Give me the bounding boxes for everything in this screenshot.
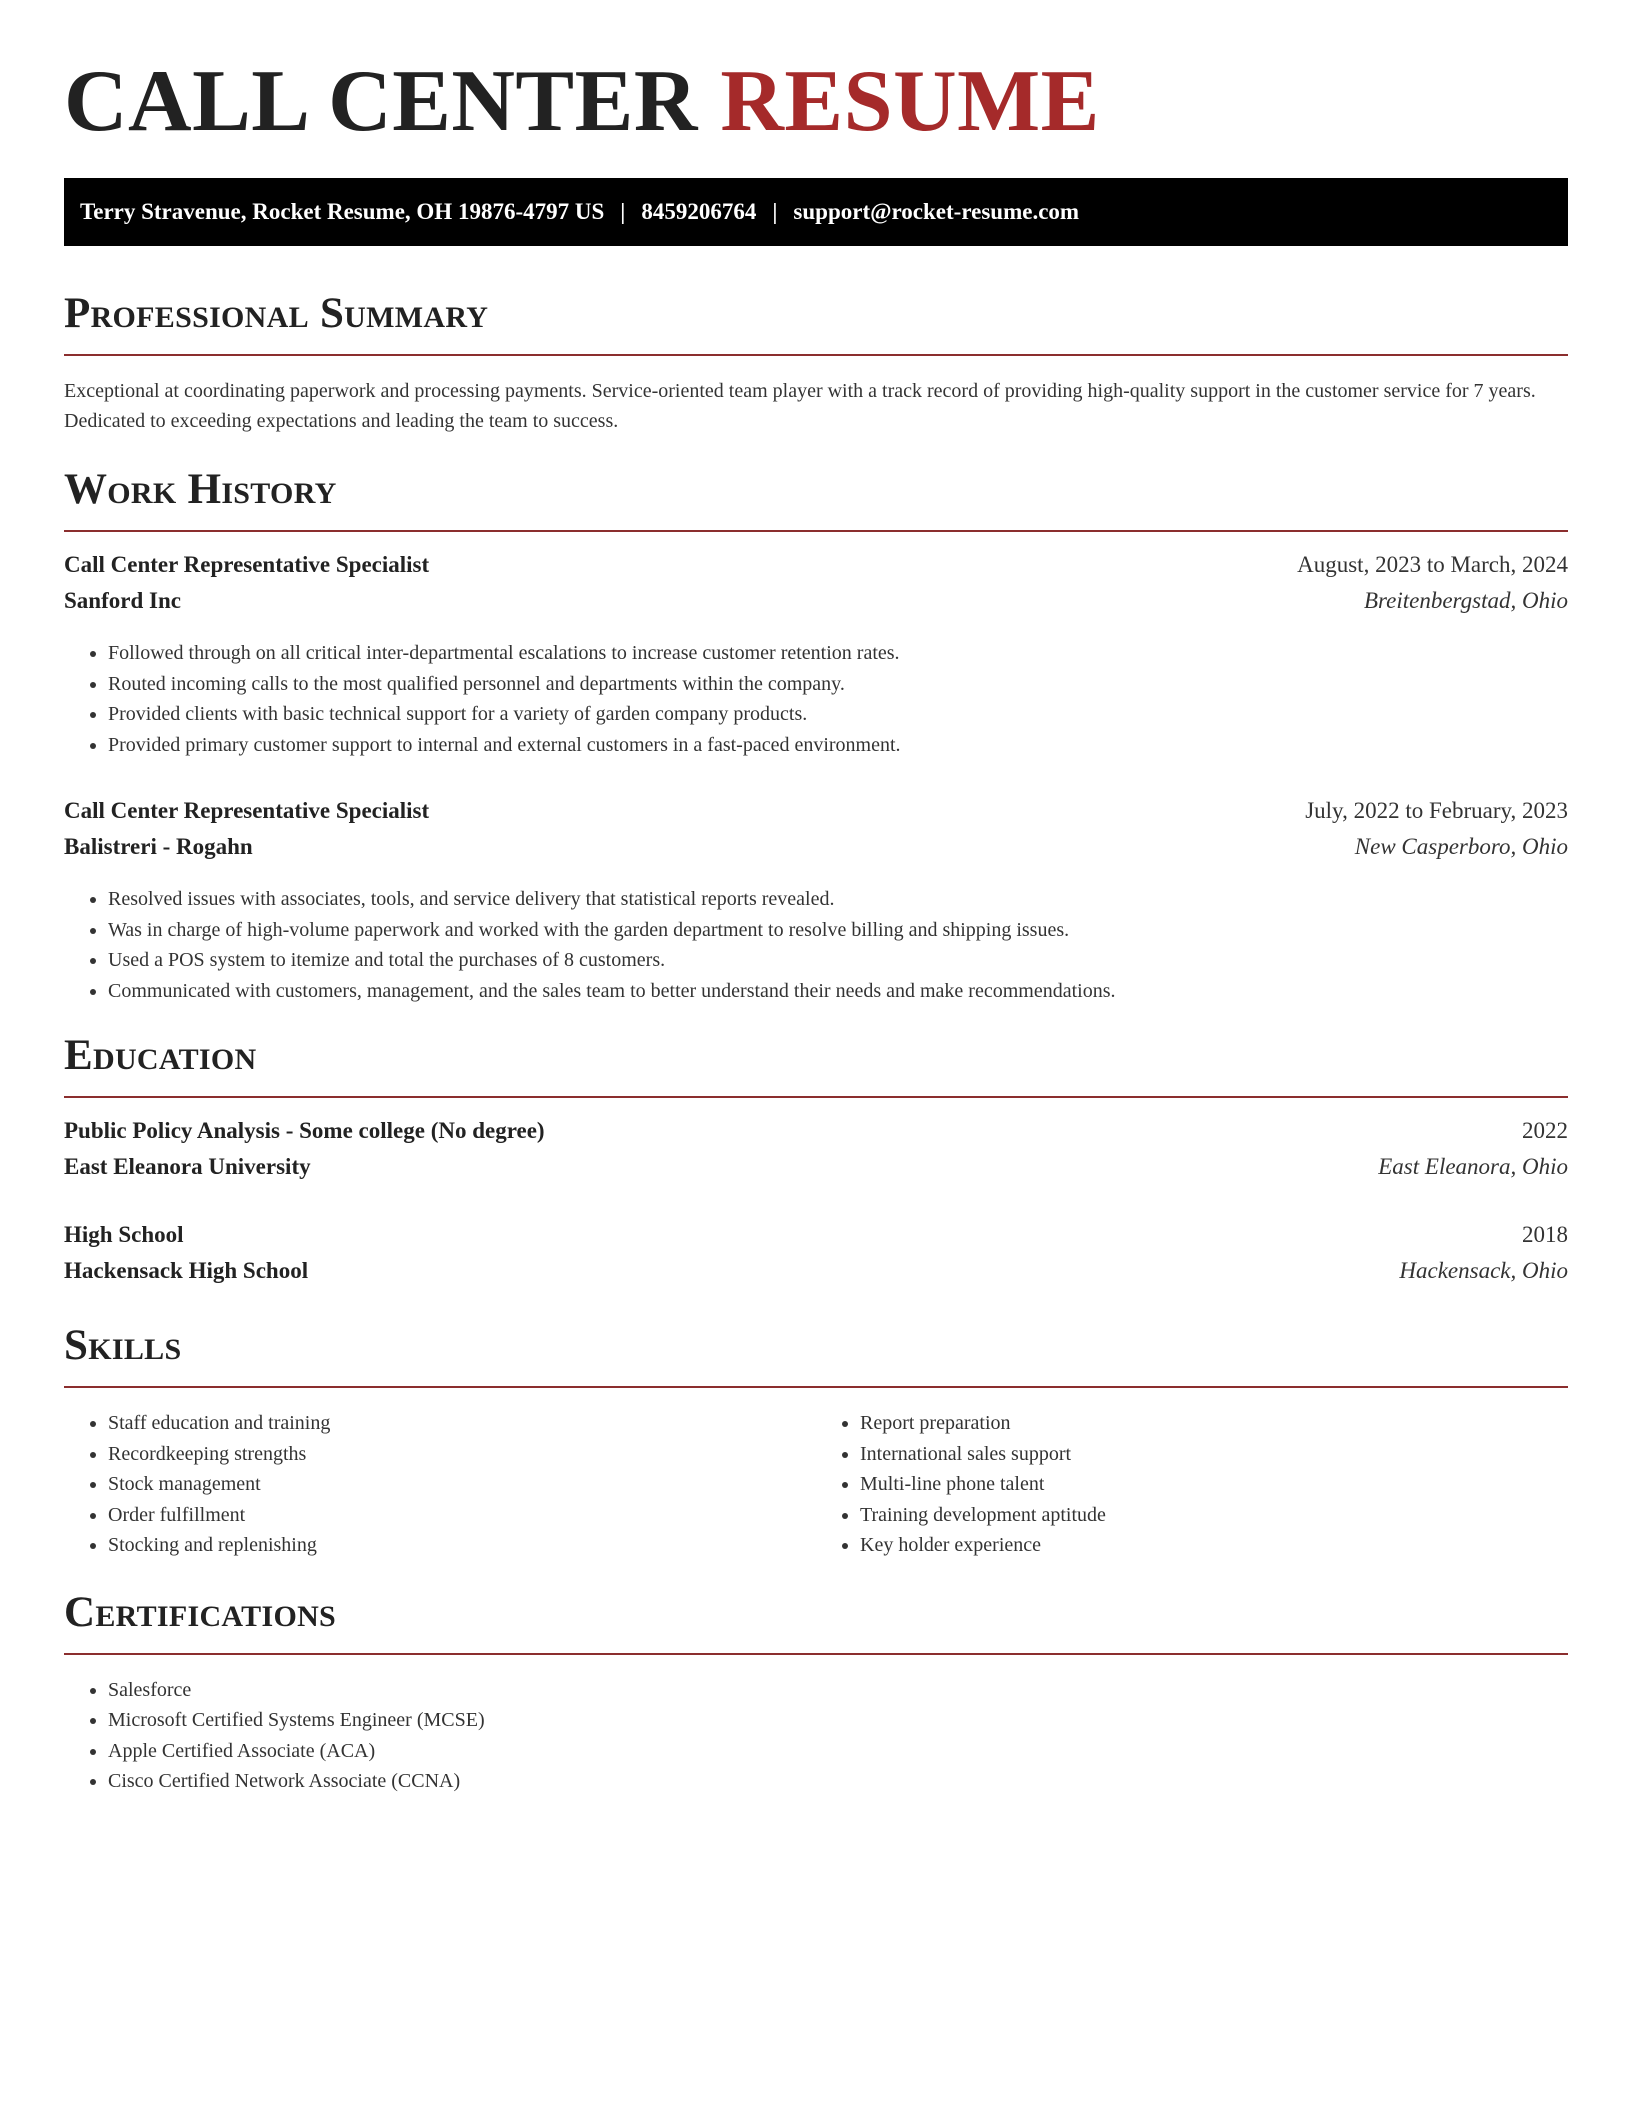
resume-title bbox=[64, 52, 1568, 152]
education-entry bbox=[64, 1118, 1568, 1190]
job-duty: • Followed through on all critical inter-departmental escalations to increase customer retention rates. bbox=[108, 638, 1568, 669]
education-school: East Eleanora University bbox=[64, 1154, 311, 1179]
section-divider bbox=[64, 1653, 1568, 1655]
job-duty: • Routed incoming calls to the most qualified personnel and departments within the company. bbox=[108, 669, 1568, 700]
job-duty: • Communicated with customers, management, and the sales team to better understand their needs and make recommendations. bbox=[108, 976, 1568, 1007]
job-duty: • Provided clients with basic technical support for a variety of garden company products. bbox=[108, 699, 1568, 730]
education-location: East Eleanora, Ohio bbox=[1378, 1154, 1568, 1179]
contact-phone: 8459206764 bbox=[641, 199, 757, 224]
skill-item: • Order fulfillment bbox=[108, 1500, 816, 1531]
skill-item: • Training development aptitude bbox=[860, 1500, 1568, 1531]
job-entry bbox=[64, 798, 1568, 1006]
section-divider bbox=[64, 354, 1568, 356]
skills-list-left bbox=[64, 1408, 816, 1561]
title-accent: RESUME bbox=[720, 53, 1100, 150]
job-duties-list bbox=[64, 638, 1568, 760]
certification-item: • Cisco Certified Network Associate (CCNA) bbox=[108, 1766, 1568, 1797]
job-duty: • Was in charge of high-volume paperwork and worked with the garden department to resolve billing and shipping issues. bbox=[108, 915, 1568, 946]
job-duty: • Used a POS system to itemize and total the purchases of 8 customers. bbox=[108, 945, 1568, 976]
job-header-row bbox=[64, 552, 1568, 588]
section-divider bbox=[64, 1386, 1568, 1388]
certifications-section bbox=[64, 1587, 1568, 1797]
job-dates: July, 2022 to February, 2023 bbox=[1305, 798, 1568, 823]
education-year: 2018 bbox=[1522, 1222, 1568, 1247]
skill-item: • Stock management bbox=[108, 1469, 816, 1500]
certifications-list bbox=[64, 1675, 1568, 1797]
job-company-row bbox=[64, 588, 1568, 624]
summary-text: Exceptional at coordinating paperwork and processing payments. Service-oriented team player with a track record of providing high-quality support in the customer service for 7 years. Dedicated to exceeding expectations and leading the team to success. bbox=[64, 380, 1536, 432]
summary-heading: Professional Summary bbox=[64, 290, 489, 337]
contact-separator: | bbox=[772, 199, 778, 224]
skills-section bbox=[64, 1320, 1568, 1561]
section-divider bbox=[64, 1096, 1568, 1098]
contact-email: support@rocket-resume.com bbox=[793, 199, 1080, 224]
skill-item: • Multi-line phone talent bbox=[860, 1469, 1568, 1500]
skill-item: • Stocking and replenishing bbox=[108, 1530, 816, 1561]
job-location: New Casperboro, Ohio bbox=[1354, 834, 1568, 859]
work-history-section bbox=[64, 464, 1568, 1006]
work-history-heading: Work History bbox=[64, 466, 337, 513]
education-degree: Public Policy Analysis - Some college (No degree) bbox=[64, 1118, 545, 1143]
skill-item: • Staff education and training bbox=[108, 1408, 816, 1439]
job-company-row bbox=[64, 834, 1568, 870]
skills-heading: Skills bbox=[64, 1322, 182, 1369]
education-location: Hackensack, Ohio bbox=[1399, 1258, 1568, 1283]
section-divider bbox=[64, 530, 1568, 532]
summary-section bbox=[64, 288, 1568, 436]
skills-grid bbox=[64, 1408, 1568, 1561]
certification-item: • Salesforce bbox=[108, 1675, 1568, 1706]
job-location: Breitenbergstad, Ohio bbox=[1364, 588, 1568, 613]
job-duties-list bbox=[64, 884, 1568, 1006]
job-header-row bbox=[64, 798, 1568, 834]
education-entry bbox=[64, 1222, 1568, 1294]
skill-item: • Key holder experience bbox=[860, 1530, 1568, 1561]
job-company: Sanford Inc bbox=[64, 588, 181, 613]
education-header-row bbox=[64, 1222, 1568, 1258]
job-duty: • Provided primary customer support to internal and external customers in a fast-paced environment. bbox=[108, 730, 1568, 761]
job-title: Call Center Representative Specialist bbox=[64, 552, 430, 577]
education-school-row bbox=[64, 1258, 1568, 1294]
education-header-row bbox=[64, 1118, 1568, 1154]
certification-item: • Apple Certified Associate (ACA) bbox=[108, 1736, 1568, 1767]
skills-list-right bbox=[816, 1408, 1568, 1561]
education-year: 2022 bbox=[1522, 1118, 1568, 1143]
job-duty: • Resolved issues with associates, tools, and service delivery that statistical reports revealed. bbox=[108, 884, 1568, 915]
certifications-heading: Certifications bbox=[64, 1588, 337, 1636]
skill-item: • International sales support bbox=[860, 1439, 1568, 1470]
education-school: Hackensack High School bbox=[64, 1258, 309, 1283]
education-heading: Education bbox=[64, 1032, 257, 1079]
contact-address: Terry Stravenue, Rocket Resume, OH 19876-4797 US bbox=[80, 199, 605, 224]
education-school-row bbox=[64, 1154, 1568, 1190]
job-title: Call Center Representative Specialist bbox=[64, 798, 430, 823]
job-company: Balistreri - Rogahn bbox=[64, 834, 253, 859]
job-entry bbox=[64, 552, 1568, 760]
job-dates: August, 2023 to March, 2024 bbox=[1297, 552, 1568, 577]
education-section bbox=[64, 1030, 1568, 1294]
certification-item: • Microsoft Certified Systems Engineer (MCSE) bbox=[108, 1705, 1568, 1736]
skill-item: • Report preparation bbox=[860, 1408, 1568, 1439]
contact-separator: | bbox=[620, 199, 626, 224]
title-main: CALL CENTER bbox=[64, 53, 698, 150]
contact-bar bbox=[64, 178, 1568, 246]
education-degree: High School bbox=[64, 1222, 184, 1247]
skill-item: • Recordkeeping strengths bbox=[108, 1439, 816, 1470]
